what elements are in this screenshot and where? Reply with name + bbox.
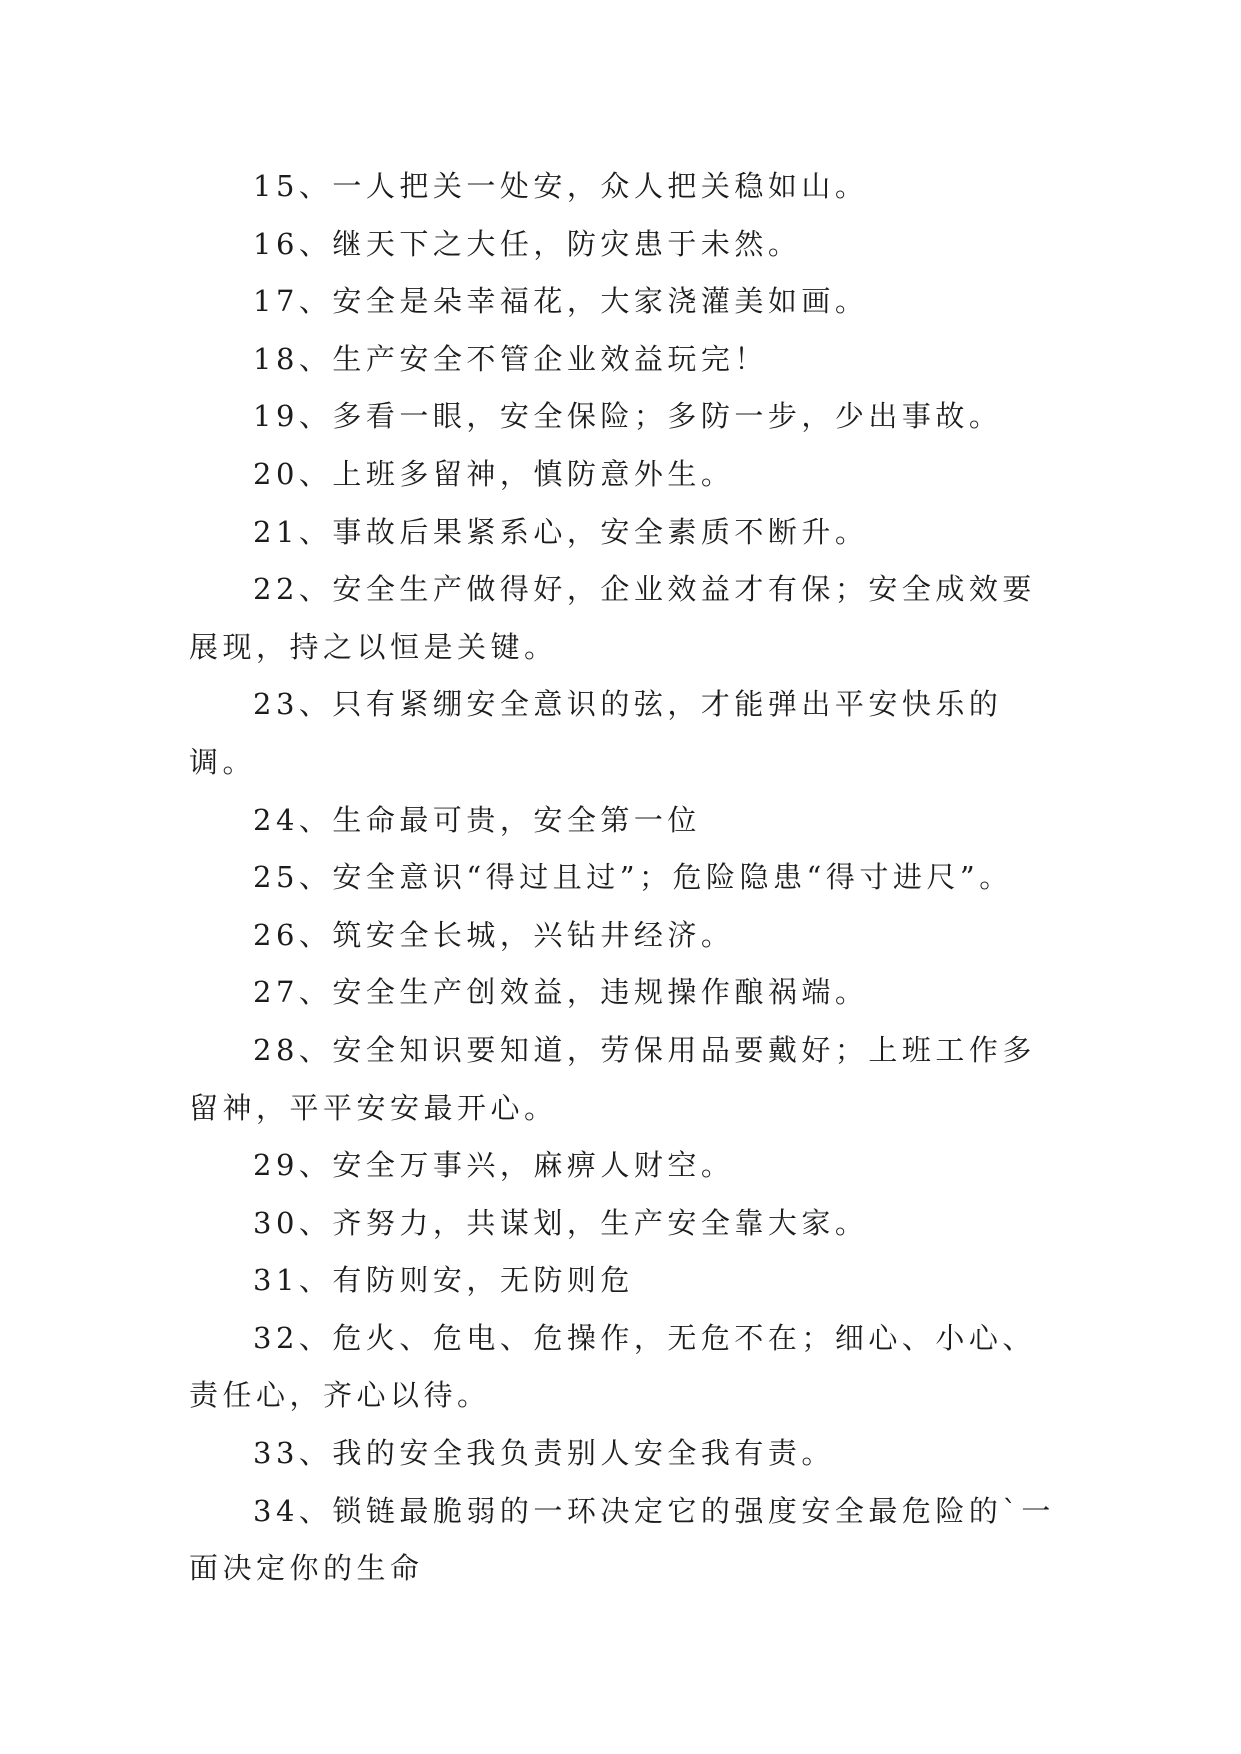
paragraph-19: 19、多看一眼，安全保险；多防一步，少出事故。: [253, 399, 1003, 434]
paragraph-30: 30、齐努力，共谋划，生产安全靠大家。: [253, 1205, 869, 1240]
paragraph-34: 34、锁链最脆弱的一环决定它的强度安全最危险的`一面决定你的生命: [189, 1493, 1055, 1586]
paragraph-15: 15、一人把关一处安，众人把关稳如山。: [253, 169, 869, 203]
paragraph-32: 32、危火、危电、危操作，无危不在；细心、小心、责任心，齐心以待。: [189, 1320, 1036, 1413]
paragraph-28: 28、安全知识要知道，劳保用品要戴好；上班工作多留神，平平安安最开心。: [189, 1032, 1036, 1125]
paragraph-33: 33、我的安全我负责别人安全我有责。: [253, 1436, 835, 1471]
paragraph-23: 23、只有紧绷安全意识的弦，才能弹出平安快乐的调。: [189, 687, 1003, 779]
paragraph-27: 27、安全生产创效益，违规操作酿祸端。: [253, 975, 869, 1010]
paragraph-29: 29、安全万事兴，麻痹人财空。: [253, 1148, 735, 1183]
paragraph-24: 24、生命最可贵，安全第一位: [253, 802, 701, 837]
paragraph-25: 25、安全意识“得过且过”；危险隐患“得寸进尺”。: [253, 860, 1013, 895]
paragraph-22: 22、安全生产做得好，企业效益才有保；安全成效要展现，持之以恒是关键。: [189, 572, 1036, 664]
paragraph-17: 17、安全是朵幸福花，大家浇灌美如画。: [253, 284, 869, 319]
paragraph-31: 31、有防则安，无防则危: [253, 1263, 634, 1298]
paragraph-20: 20、上班多留神，慎防意外生。: [253, 456, 735, 491]
paragraph-26: 26、筑安全长城，兴钻井经济。: [253, 917, 735, 952]
paragraph-21: 21、事故后果紧系心，安全素质不断升。: [253, 514, 869, 549]
paragraph-18: 18、生产安全不管企业效益玩完！: [253, 341, 768, 376]
paragraph-16: 16、继天下之大任，防灾患于未然。: [253, 226, 802, 261]
document-body: [189, 158, 1059, 1598]
